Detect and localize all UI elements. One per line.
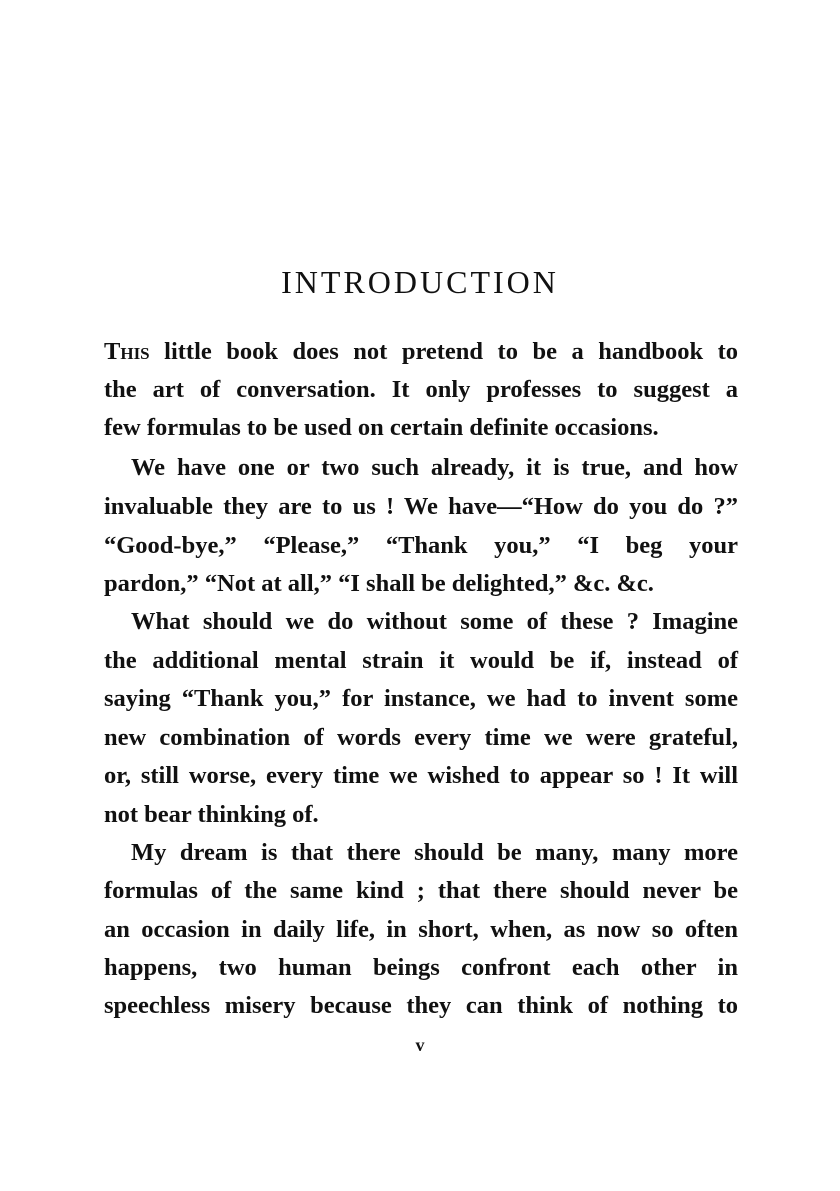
paragraph-3-line-4: new combination of words every time we were grateful, xyxy=(104,724,738,751)
paragraph-4-line-4: happens, two human beings confront each other in xyxy=(104,954,738,981)
paragraph-3-line-2: the additional mental strain it would be if, instead of xyxy=(104,647,738,674)
paragraph-4-line-5: speechless misery because they can think of nothing to xyxy=(104,992,738,1019)
paragraph-1-line-1-text: little book does not pretend to be a handbook to xyxy=(149,338,738,365)
paragraph-3-line-1: What should we do without some of these ? Imagine xyxy=(131,608,738,635)
page-number: v xyxy=(415,1035,425,1055)
paragraph-1-line-1 xyxy=(104,333,738,371)
paragraph-3-line-5: or, still worse, every time we wished to appear so ! It will xyxy=(104,762,738,789)
paragraph-4-line-3: an occasion in daily life, in short, when, as now so often xyxy=(104,916,738,943)
paragraph-4-line-2: formulas of the same kind ; that there should never be xyxy=(104,877,738,904)
paragraph-1-line-3: few formulas to be used on certain definite occasions. xyxy=(104,414,659,441)
chapter-heading: INTRODUCTION xyxy=(281,264,559,300)
paragraph-2-line-3: “Good-bye,” “Please,” “Thank you,” “I beg your xyxy=(104,532,738,559)
paragraph-2-line-4: pardon,” “Not at all,” “I shall be delighted,” &c. &c. xyxy=(104,570,654,597)
paragraph-1-first-word: This xyxy=(104,338,150,365)
paragraph-4-line-1: My dream is that there should be many, many more xyxy=(131,839,738,866)
paragraph-2-line-1: We have one or two such already, it is true, and how xyxy=(131,454,738,481)
paragraph-1-line-2: the art of conversation. It only professes to suggest a xyxy=(104,376,738,403)
paragraph-3-line-3: saying “Thank you,” for instance, we had to invent some xyxy=(104,685,738,712)
paragraph-3-line-6: not bear thinking of. xyxy=(104,801,319,828)
paragraph-2-line-2: invaluable they are to us ! We have—“How do you do ?” xyxy=(104,493,738,520)
